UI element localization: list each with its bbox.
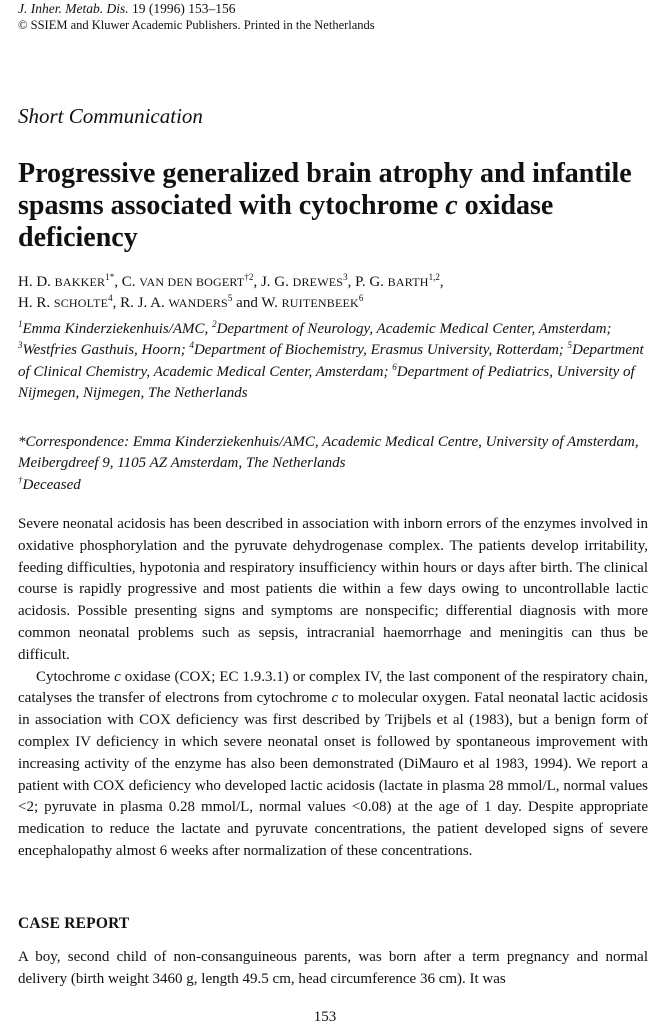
paragraph-1: Severe neonatal acidosis has been described in association with inborn errors of the enzymes involved in oxidative phosphorylation and the pyruvate dehydrogenase complex. The patients develop irritability, feeding difficulties, hypotonia and respiratory insufficiency within hours or days after birth. The clinical course is rapidly progressive and most patients die within a few days owing to uncontrollable lactic acidosis. Possible presenting signs and symptoms are nonspecific; differential diagnosis with more common neonatal problems such as sepsis, intracranial haemorrhage and meningitis can thus be difficult.	[18, 516, 648, 663]
author: P. G. BARTH$^{1,2}$,	[355, 272, 444, 290]
author: H. R. SCHOLTE$^4$,	[18, 293, 121, 311]
affiliation: Department of Pediatrics, University of Nijmegen, Nijmegen, The Netherlands	[18, 363, 635, 401]
affiliation: Department of Clinical Chemistry, Academic Medical Center, Amsterdam;	[18, 342, 644, 380]
author-surname: WANDERS	[168, 296, 228, 310]
author-affil-sup: 6	[358, 293, 364, 303]
author-affil-sup: 4	[108, 293, 113, 303]
affiliation-sup: 3	[18, 340, 23, 351]
affiliation-sup: 4	[189, 340, 194, 351]
journal-name: J. Inher. Metab. Dis.	[18, 1, 129, 16]
author: R. J. A. WANDERS$^5$ and	[120, 293, 262, 311]
page-number: 153	[313, 1009, 337, 1025]
author: W. RUITENBEEK$^6$	[261, 293, 364, 311]
author: H. D. $BAKKER^{1*}$,	[18, 272, 122, 290]
journal-header	[18, 0, 375, 33]
author-surname: DREWES	[292, 275, 344, 289]
author-surname: VAN DEN BOGERT	[139, 275, 245, 289]
section-heading: CASE REPORT	[18, 915, 130, 932]
article-type: Short Communication	[18, 104, 203, 128]
affiliation: Department of Neurology, Academic Medical Center, Amsterdam;	[216, 321, 612, 337]
title-part-1: Progressive generalized brain atrophy and infantile spasms associated with cytochrome	[18, 158, 632, 221]
author-surname: BAKKER	[54, 275, 106, 289]
author-surname: RUITENBEEK	[281, 296, 359, 310]
title-italic: c	[445, 190, 458, 221]
author: C. VAN DEN BOGERT$^{\dagger 2}$,	[121, 272, 261, 290]
paragraph-2: Cytochrome c oxidase (COX; EC 1.9.3.1) or complex IV, the last component of the respiratory chain, catalyses the transfer of electrons from cytochrome c to molecular oxygen. Fatal neonatal lactic acidosis in association with COX deficiency was first described by Trijbels et al (1983), but a benign form of complex IV deficiency in which severe neonatal onset is followed by spontaneous improvement with increasing activity of the enzyme has also been demonstrated (DiMauro et al 1983, 1994). We report a patient with COX deficiency who developed lactic acidosis (lactate in plasma 28 mmol/L, normal values <2; pyruvate in plasma 0.28 mmol/L, normal values <0.08) at the age of 1 day. Despite appropriate medication to reduce the lactate and pyruvate concentrations, the patient developed signs of severe encephalopathy almost 6 weeks after normalization of these concentrations.	[18, 668, 649, 859]
article-title	[18, 158, 643, 254]
journal-volume-pages: 19 (1996) 153–156	[128, 1, 236, 16]
deceased-text: Deceased	[22, 476, 81, 493]
author-surname: BARTH	[387, 275, 429, 289]
case-report	[18, 946, 648, 990]
deceased-mark: †	[18, 474, 23, 485]
italic-c: c	[114, 668, 121, 685]
affiliation: Emma Kinderziekenhuis/AMC,	[22, 321, 213, 337]
case-report-paragraph: A boy, second child of non-consanguineous parents, was born after a term pregnancy and normal delivery (birth weight 3460 g, length 49.5 cm, head circumference 36 cm). It was	[18, 949, 648, 987]
deceased-note	[18, 475, 648, 496]
correspondence: *Correspondence: Emma Kinderziekenhuis/AMC, Academic Medical Centre, University of Amsterdam, Meibergdreef 9, 1105 AZ Amsterdam, The Netherlands	[18, 434, 639, 472]
copyright-line: © SSIEM and Kluwer Academic Publishers. Printed in the Netherlands	[18, 18, 375, 32]
affiliation-sup: 2	[212, 319, 217, 329]
affiliation: Department of Biochemistry, Erasmus University, Rotterdam;	[193, 342, 568, 359]
affiliation-sup: 1	[18, 319, 23, 329]
author-affil-sup: 5	[227, 293, 233, 303]
introduction	[18, 514, 648, 863]
correspondence-block	[18, 432, 648, 496]
author-affil-sup: 1*	[105, 272, 115, 282]
affiliation: Westfries Gasthuis, Hoorn;	[22, 342, 190, 359]
author-affil-sup: 3	[343, 272, 348, 282]
journal-citation	[18, 0, 375, 17]
author-affil-sup: †2	[244, 272, 254, 282]
affiliation-sup: 5	[567, 340, 573, 351]
author-surname: SCHOLTE	[53, 296, 109, 310]
title-part-2: oxidase deficiency	[18, 190, 554, 253]
affiliation-sup: 6	[392, 361, 397, 372]
affiliations	[18, 319, 648, 404]
author-list	[18, 272, 643, 314]
author-affil-sup: 1,2	[428, 272, 440, 282]
italic-c: c	[331, 690, 339, 707]
author: J. G. DREWES$^3$,	[260, 272, 356, 290]
